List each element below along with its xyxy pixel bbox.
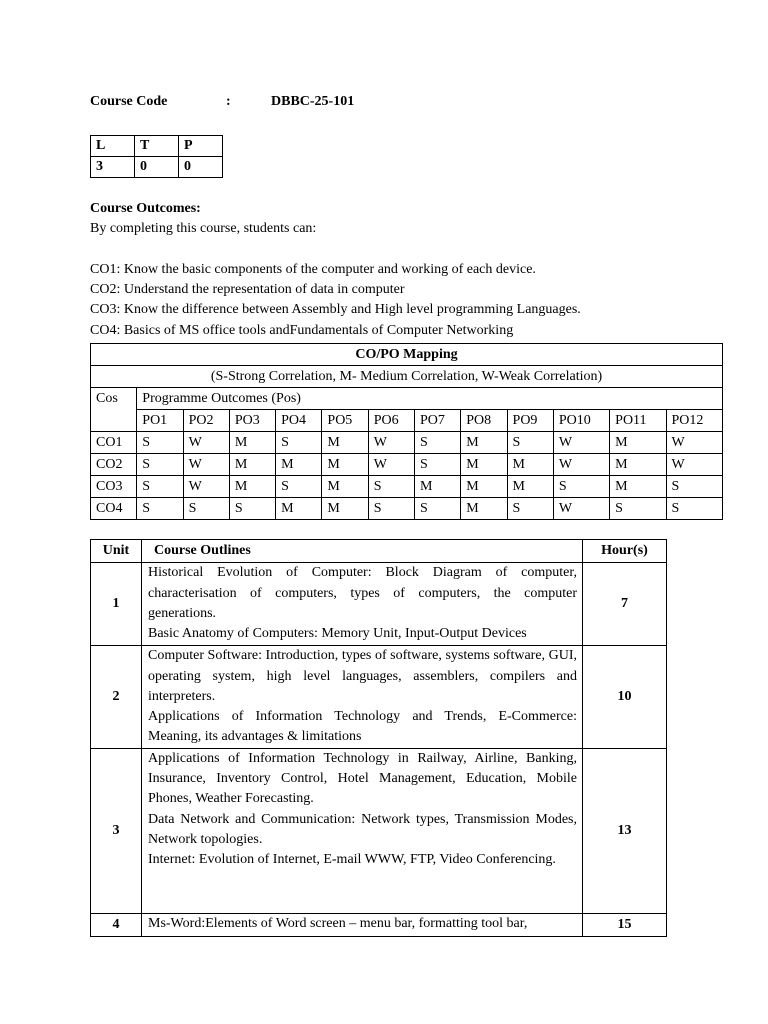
course-code-colon: : (226, 94, 231, 109)
copo-cell: M (229, 432, 275, 454)
outcome-co4: CO4: Basics of MS office tools andFundamentals of Computer Networking (90, 323, 514, 338)
course-outline-table (90, 539, 667, 937)
outline-header-unit: Unit (91, 540, 142, 563)
ltp-value-row (91, 157, 223, 178)
copo-cell: W (666, 432, 723, 454)
outline-hours: 13 (583, 748, 667, 913)
ltp-value-l: 3 (91, 157, 135, 178)
copo-cell: M (461, 432, 507, 454)
copo-cell: W (183, 454, 229, 476)
copo-group-row (91, 388, 723, 410)
ltp-header-t: T (135, 136, 179, 157)
outline-description (142, 913, 583, 936)
copo-row (91, 498, 723, 520)
course-code-value: DBBC-25-101 (271, 94, 355, 109)
copo-cell: M (276, 498, 322, 520)
outline-description (142, 563, 583, 646)
copo-cell: W (553, 432, 609, 454)
copo-cell: S (137, 476, 183, 498)
outline-header-hours: Hour(s) (583, 540, 667, 563)
copo-cell: M (461, 498, 507, 520)
outline-row (91, 913, 667, 936)
copo-row (91, 454, 723, 476)
copo-cell: S (137, 432, 183, 454)
copo-cell: M (322, 476, 368, 498)
copo-cell: S (507, 498, 553, 520)
co-label: CO2 (91, 454, 137, 476)
outline-description (142, 646, 583, 748)
copo-cell: S (610, 498, 666, 520)
po-header: PO2 (183, 410, 229, 432)
po-header: PO4 (276, 410, 322, 432)
copo-cell: S (276, 476, 322, 498)
copo-cell: M (507, 454, 553, 476)
po-header: PO9 (507, 410, 553, 432)
copo-po-header-row (91, 410, 723, 432)
copo-cell: W (183, 476, 229, 498)
outline-hours: 15 (583, 913, 667, 936)
copo-cell: M (276, 454, 322, 476)
co-label: CO3 (91, 476, 137, 498)
copo-cell: M (610, 476, 666, 498)
outline-paragraph: Applications of Information Technology in Railway, Airline, Banking, Insurance, Inventory Control, Hotel Management, Education, Mobile Phones, Weather Forecasting. (148, 750, 577, 807)
co-label: CO4 (91, 498, 137, 520)
outcome-co1: CO1: Know the basic components of the computer and working of each device. (90, 262, 536, 277)
copo-cell: S (183, 498, 229, 520)
outline-paragraph: Applications of Information Technology and Trends, E-Commerce: Meaning, its advantages & limitations (148, 709, 577, 745)
copo-cell: M (414, 476, 460, 498)
outline-paragraph: Ms-Word:Elements of Word screen – menu bar, formatting tool bar, (148, 915, 528, 931)
copo-cell: S (507, 432, 553, 454)
outline-row (91, 563, 667, 646)
copo-cell: M (322, 432, 368, 454)
outline-unit-number: 3 (91, 748, 142, 913)
copo-cell: S (414, 454, 460, 476)
co-label: CO1 (91, 432, 137, 454)
outline-paragraph: Data Network and Communication: Network types, Transmission Modes, Network topologies. (148, 811, 577, 847)
ltp-value-p: 0 (179, 157, 223, 178)
copo-cell: M (610, 454, 666, 476)
po-header: PO3 (229, 410, 275, 432)
copo-subtitle: (S-Strong Correlation, M- Medium Correlation, W-Weak Correlation) (91, 366, 723, 388)
outcome-co3: CO3: Know the difference between Assembly and High level programming Languages. (90, 302, 581, 317)
outcome-co2: CO2: Understand the representation of data in computer (90, 282, 405, 297)
copo-cell: S (666, 498, 723, 520)
copo-cell: S (368, 476, 414, 498)
outline-unit-number: 4 (91, 913, 142, 936)
po-header: PO10 (553, 410, 609, 432)
copo-cell: S (666, 476, 723, 498)
po-header: PO5 (322, 410, 368, 432)
copo-cell: M (322, 498, 368, 520)
copo-row (91, 432, 723, 454)
copo-subtitle-row (91, 366, 723, 388)
outline-paragraph: Historical Evolution of Computer: Block Diagram of computer, characterisation of computers, types of computers, the computer generations. (148, 565, 577, 621)
po-header: PO11 (610, 410, 666, 432)
copo-cell: W (368, 432, 414, 454)
copo-cell: S (137, 498, 183, 520)
outline-unit-number: 1 (91, 563, 142, 646)
po-header: PO1 (137, 410, 183, 432)
copo-cell: S (276, 432, 322, 454)
ltp-header-p: P (179, 136, 223, 157)
copo-cell: M (229, 454, 275, 476)
copo-cell: M (322, 454, 368, 476)
copo-po-label: Programme Outcomes (Pos) (137, 388, 723, 410)
copo-cell: W (666, 454, 723, 476)
outline-description (142, 748, 583, 913)
copo-cell: S (553, 476, 609, 498)
copo-cell: W (183, 432, 229, 454)
outline-hours: 10 (583, 646, 667, 748)
outline-paragraph: Computer Software: Introduction, types of software, systems software, GUI, operating system, high level languages, assemblers, compilers and interpreters. (148, 648, 577, 704)
copo-title-row (91, 344, 723, 366)
outline-row (91, 748, 667, 913)
copo-row (91, 476, 723, 498)
copo-cell: M (229, 476, 275, 498)
outcomes-heading: Course Outcomes: (90, 201, 201, 216)
copo-cell: M (461, 476, 507, 498)
copo-cell: M (461, 454, 507, 476)
copo-cell: S (414, 432, 460, 454)
po-header: PO7 (414, 410, 460, 432)
ltp-table (90, 135, 223, 178)
copo-mapping-table (90, 343, 723, 520)
copo-cell: S (137, 454, 183, 476)
po-header: PO8 (461, 410, 507, 432)
outline-hours: 7 (583, 563, 667, 646)
outline-paragraph: Basic Anatomy of Computers: Memory Unit, Input-Output Devices (148, 626, 527, 642)
outline-unit-number: 2 (91, 646, 142, 748)
copo-cell: S (229, 498, 275, 520)
outcomes-intro: By completing this course, students can: (90, 221, 317, 236)
copo-cell: M (610, 432, 666, 454)
outline-header-course: Course Outlines (142, 540, 583, 563)
copo-title: CO/PO Mapping (91, 344, 723, 366)
outline-row (91, 646, 667, 748)
ltp-value-t: 0 (135, 157, 179, 178)
po-header: PO12 (666, 410, 723, 432)
copo-cell: M (507, 476, 553, 498)
copo-cell: W (553, 454, 609, 476)
copo-cell: S (414, 498, 460, 520)
copo-cos-label: Cos (91, 388, 137, 432)
ltp-header-row (91, 136, 223, 157)
copo-cell: W (553, 498, 609, 520)
outline-paragraph: Internet: Evolution of Internet, E-mail WWW, FTP, Video Conferencing. (148, 852, 556, 868)
po-header: PO6 (368, 410, 414, 432)
outline-header-row (91, 540, 667, 563)
course-code-label: Course Code (90, 94, 168, 109)
copo-cell: S (368, 498, 414, 520)
ltp-header-l: L (91, 136, 135, 157)
copo-cell: W (368, 454, 414, 476)
